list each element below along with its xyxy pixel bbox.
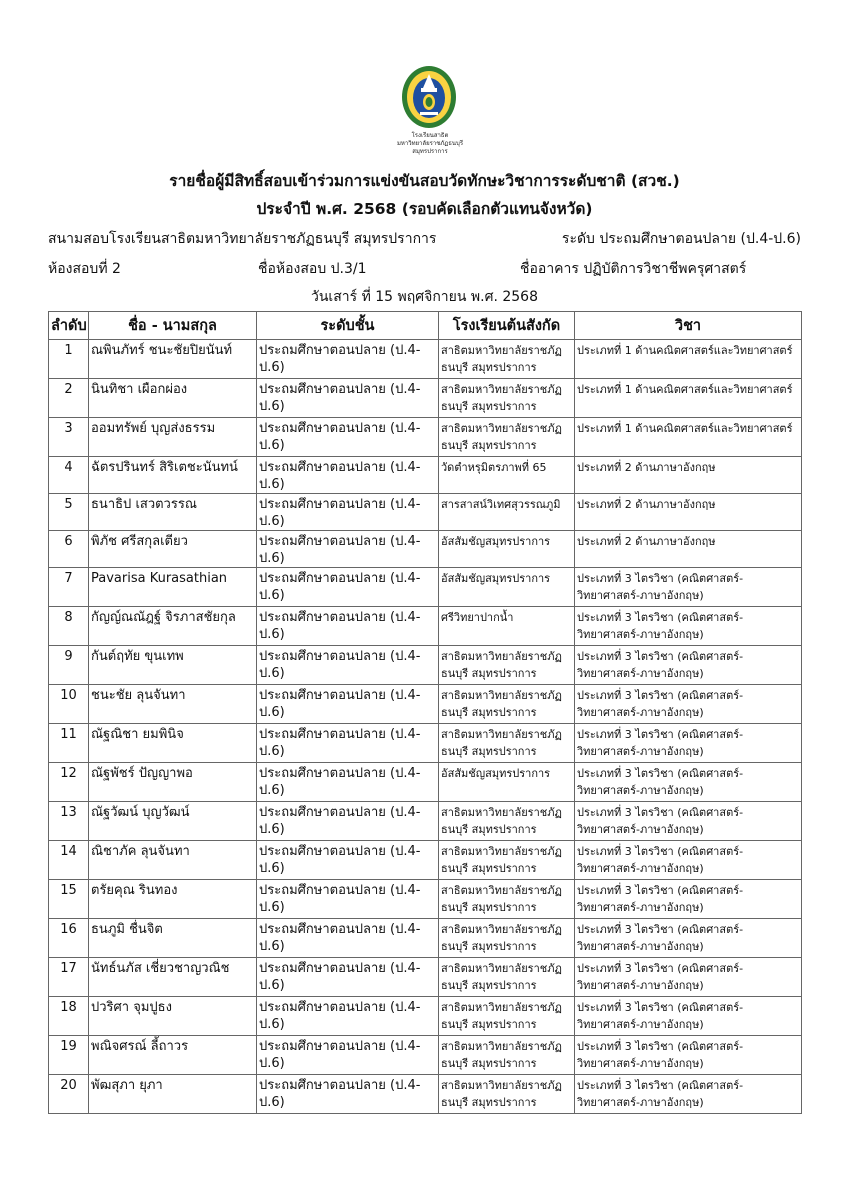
home-school: วัดตำหรุมิตรภาพที่ 65 (439, 457, 575, 494)
exam-subject: ประเภทที่ 1 ด้านคณิตศาสตร์และวิทยาศาสตร์ (575, 418, 802, 457)
exam-subject: ประเภทที่ 3 ไตรวิชา (คณิตศาสตร์-วิทยาศาสตร์-ภาษาอังกฤษ) (575, 724, 802, 763)
table-row (49, 418, 802, 457)
table-row (49, 802, 802, 841)
table-header-row (49, 312, 802, 340)
table-row (49, 763, 802, 802)
table-body (49, 340, 802, 1114)
school-logo (380, 62, 480, 162)
student-name: ธนาธิป เสวตวรรณ (89, 494, 257, 531)
grade-level: ประถมศึกษาตอนปลาย (ป.4-ป.6) (257, 919, 439, 958)
table-row (49, 340, 802, 379)
student-name: กันต์ฤทัย ขุนเทพ (89, 646, 257, 685)
home-school: ศรีวิทยาปากน้ำ (439, 607, 575, 646)
home-school: สาธิตมหาวิทยาลัยราชภัฏธนบุรี สมุทรปราการ (439, 685, 575, 724)
exam-subject: ประเภทที่ 3 ไตรวิชา (คณิตศาสตร์-วิทยาศาสตร์-ภาษาอังกฤษ) (575, 568, 802, 607)
student-name: ปวริศา จุมปูธง (89, 997, 257, 1036)
table-row (49, 531, 802, 568)
home-school: สาธิตมหาวิทยาลัยราชภัฏธนบุรี สมุทรปราการ (439, 880, 575, 919)
exam-subject: ประเภทที่ 3 ไตรวิชา (คณิตศาสตร์-วิทยาศาสตร์-ภาษาอังกฤษ) (575, 841, 802, 880)
row-number: 11 (49, 724, 89, 763)
grade-level: ประถมศึกษาตอนปลาย (ป.4-ป.6) (257, 607, 439, 646)
row-number: 8 (49, 607, 89, 646)
exam-subject: ประเภทที่ 3 ไตรวิชา (คณิตศาสตร์-วิทยาศาสตร์-ภาษาอังกฤษ) (575, 1075, 802, 1114)
grade-level: ประถมศึกษาตอนปลาย (ป.4-ป.6) (257, 685, 439, 724)
home-school: สาธิตมหาวิทยาลัยราชภัฏธนบุรี สมุทรปราการ (439, 418, 575, 457)
row-number: 7 (49, 568, 89, 607)
exam-subject: ประเภทที่ 3 ไตรวิชา (คณิตศาสตร์-วิทยาศาสตร์-ภาษาอังกฤษ) (575, 919, 802, 958)
student-name: ธนภูมิ ชื่นจิต (89, 919, 257, 958)
grade-level: ประถมศึกษาตอนปลาย (ป.4-ป.6) (257, 763, 439, 802)
student-name: ฉัตรปรินทร์ สิริเตชะนันทน์ (89, 457, 257, 494)
grade-level: ประถมศึกษาตอนปลาย (ป.4-ป.6) (257, 646, 439, 685)
row-number: 12 (49, 763, 89, 802)
exam-subject: ประเภทที่ 2 ด้านภาษาอังกฤษ (575, 494, 802, 531)
student-name: นัทธ์นภัส เชี่ยวชาญวณิช (89, 958, 257, 997)
logo-caption-line: มหาวิทยาลัยราชภัฏธนบุรี (396, 140, 464, 147)
table-row (49, 919, 802, 958)
education-level: ระดับ ประถมศึกษาตอนปลาย (ป.4-ป.6) (561, 231, 801, 247)
grade-level: ประถมศึกษาตอนปลาย (ป.4-ป.6) (257, 494, 439, 531)
table-row (49, 568, 802, 607)
row-number: 15 (49, 880, 89, 919)
logo-caption (380, 132, 480, 156)
row-number: 6 (49, 531, 89, 568)
grade-level: ประถมศึกษาตอนปลาย (ป.4-ป.6) (257, 997, 439, 1036)
student-name: Pavarisa Kurasathian (89, 568, 257, 607)
exam-subject: ประเภทที่ 3 ไตรวิชา (คณิตศาสตร์-วิทยาศาสตร์-ภาษาอังกฤษ) (575, 802, 802, 841)
table-row (49, 841, 802, 880)
student-name: ณัฐวัฒน์ บุญวัฒน์ (89, 802, 257, 841)
home-school: สาธิตมหาวิทยาลัยราชภัฏธนบุรี สมุทรปราการ (439, 379, 575, 418)
student-name: ชนะชัย ลุนจันทา (89, 685, 257, 724)
student-name: พณิจศรณ์ ลี้ถาวร (89, 1036, 257, 1075)
grade-level: ประถมศึกษาตอนปลาย (ป.4-ป.6) (257, 841, 439, 880)
exam-subject: ประเภทที่ 3 ไตรวิชา (คณิตศาสตร์-วิทยาศาสตร์-ภาษาอังกฤษ) (575, 997, 802, 1036)
logo-caption-line: สมุทรปราการ (412, 148, 448, 155)
exam-room-name: ชื่อห้องสอบ ป.3/1 (258, 261, 367, 277)
exam-subject: ประเภทที่ 3 ไตรวิชา (คณิตศาสตร์-วิทยาศาสตร์-ภาษาอังกฤษ) (575, 880, 802, 919)
grade-level: ประถมศึกษาตอนปลาย (ป.4-ป.6) (257, 1075, 439, 1114)
student-name: ออมทรัพย์ บุญส่งธรรม (89, 418, 257, 457)
row-number: 2 (49, 379, 89, 418)
exam-venue: สนามสอบโรงเรียนสาธิตมหาวิทยาลัยราชภัฏธนบุรี สมุทรปราการ (48, 231, 437, 247)
home-school: สาธิตมหาวิทยาลัยราชภัฏธนบุรี สมุทรปราการ (439, 997, 575, 1036)
home-school: อัสสัมชัญสมุทรปราการ (439, 531, 575, 568)
exam-subject: ประเภทที่ 3 ไตรวิชา (คณิตศาสตร์-วิทยาศาสตร์-ภาษาอังกฤษ) (575, 1036, 802, 1075)
row-number: 19 (49, 1036, 89, 1075)
exam-subject: ประเภทที่ 3 ไตรวิชา (คณิตศาสตร์-วิทยาศาสตร์-ภาษาอังกฤษ) (575, 763, 802, 802)
grade-level: ประถมศึกษาตอนปลาย (ป.4-ป.6) (257, 1036, 439, 1075)
table-row (49, 1075, 802, 1114)
exam-subject: ประเภทที่ 3 ไตรวิชา (คณิตศาสตร์-วิทยาศาสตร์-ภาษาอังกฤษ) (575, 607, 802, 646)
column-header-school: โรงเรียนต้นสังกัด (439, 312, 575, 340)
home-school: สาธิตมหาวิทยาลัยราชภัฏธนบุรี สมุทรปราการ (439, 724, 575, 763)
row-number: 3 (49, 418, 89, 457)
grade-level: ประถมศึกษาตอนปลาย (ป.4-ป.6) (257, 958, 439, 997)
document-subtitle: ประจำปี พ.ศ. 2568 (รอบคัดเลือกตัวแทนจังหวัด) (256, 200, 593, 218)
grade-level: ประถมศึกษาตอนปลาย (ป.4-ป.6) (257, 802, 439, 841)
column-header-level: ระดับชั้น (257, 312, 439, 340)
home-school: สาธิตมหาวิทยาลัยราชภัฏธนบุรี สมุทรปราการ (439, 841, 575, 880)
exam-subject: ประเภทที่ 3 ไตรวิชา (คณิตศาสตร์-วิทยาศาสตร์-ภาษาอังกฤษ) (575, 646, 802, 685)
home-school: อัสสัมชัญสมุทรปราการ (439, 763, 575, 802)
table-row (49, 997, 802, 1036)
table-row (49, 379, 802, 418)
table-row (49, 880, 802, 919)
student-name: กัญญ์ณณัฎฐ์ จิรภาสชัยกุล (89, 607, 257, 646)
home-school: สาธิตมหาวิทยาลัยราชภัฏธนบุรี สมุทรปราการ (439, 958, 575, 997)
home-school: สาธิตมหาวิทยาลัยราชภัฏธนบุรี สมุทรปราการ (439, 1036, 575, 1075)
home-school: อัสสัมชัญสมุทรปราการ (439, 568, 575, 607)
home-school: สาธิตมหาวิทยาลัยราชภัฏธนบุรี สมุทรปราการ (439, 340, 575, 379)
exam-subject: ประเภทที่ 1 ด้านคณิตศาสตร์และวิทยาศาสตร์ (575, 340, 802, 379)
row-number: 13 (49, 802, 89, 841)
row-number: 5 (49, 494, 89, 531)
home-school: สาธิตมหาวิทยาลัยราชภัฏธนบุรี สมุทรปราการ (439, 802, 575, 841)
logo-caption-line: โรงเรียนสาธิต (411, 132, 449, 139)
table-row (49, 457, 802, 494)
table-row (49, 685, 802, 724)
row-number: 18 (49, 997, 89, 1036)
student-name: ณิชาภัค ลุนจันทา (89, 841, 257, 880)
home-school: สารสาสน์วิเทศสุวรรณภูมิ (439, 494, 575, 531)
home-school: สาธิตมหาวิทยาลัยราชภัฏธนบุรี สมุทรปราการ (439, 919, 575, 958)
building-name: ชื่ออาคาร ปฏิบัติการวิชาชีพครุศาสตร์ (520, 261, 747, 277)
table-row (49, 494, 802, 531)
exam-subject: ประเภทที่ 3 ไตรวิชา (คณิตศาสตร์-วิทยาศาสตร์-ภาษาอังกฤษ) (575, 685, 802, 724)
table-row (49, 607, 802, 646)
student-name: พัฒสุภา ยุภา (89, 1075, 257, 1114)
grade-level: ประถมศึกษาตอนปลาย (ป.4-ป.6) (257, 724, 439, 763)
row-number: 10 (49, 685, 89, 724)
grade-level: ประถมศึกษาตอนปลาย (ป.4-ป.6) (257, 457, 439, 494)
exam-subject: ประเภทที่ 1 ด้านคณิตศาสตร์และวิทยาศาสตร์ (575, 379, 802, 418)
student-name: ณพินภัทร์ ชนะชัยปิยนันท์ (89, 340, 257, 379)
grade-level: ประถมศึกษาตอนปลาย (ป.4-ป.6) (257, 340, 439, 379)
row-number: 20 (49, 1075, 89, 1114)
candidate-table (48, 311, 802, 1114)
student-name: ณัฐณิชา ยมพินิจ (89, 724, 257, 763)
student-name: พิภัช ศรีสกุลเตียว (89, 531, 257, 568)
column-header-subject: วิชา (575, 312, 802, 340)
student-name: ตรัยคุณ รินทอง (89, 880, 257, 919)
exam-subject: ประเภทที่ 3 ไตรวิชา (คณิตศาสตร์-วิทยาศาสตร์-ภาษาอังกฤษ) (575, 958, 802, 997)
exam-date: วันเสาร์ ที่ 15 พฤศจิกายน พ.ศ. 2568 (311, 289, 538, 305)
table-row (49, 646, 802, 685)
grade-level: ประถมศึกษาตอนปลาย (ป.4-ป.6) (257, 880, 439, 919)
row-number: 16 (49, 919, 89, 958)
exam-room-number: ห้องสอบที่ 2 (48, 261, 121, 277)
student-name: ณัฐพัชร์ ปัญญาพอ (89, 763, 257, 802)
grade-level: ประถมศึกษาตอนปลาย (ป.4-ป.6) (257, 568, 439, 607)
exam-subject: ประเภทที่ 2 ด้านภาษาอังกฤษ (575, 531, 802, 568)
column-header-order: ลำดับ (49, 312, 89, 340)
home-school: สาธิตมหาวิทยาลัยราชภัฏธนบุรี สมุทรปราการ (439, 1075, 575, 1114)
document-title: รายชื่อผู้มีสิทธิ์สอบเข้าร่วมการแข่งขันสอบวัดทักษะวิชาการระดับชาติ (สวช.) (169, 172, 680, 190)
grade-level: ประถมศึกษาตอนปลาย (ป.4-ป.6) (257, 379, 439, 418)
row-number: 17 (49, 958, 89, 997)
row-number: 14 (49, 841, 89, 880)
table-row (49, 958, 802, 997)
row-number: 9 (49, 646, 89, 685)
column-header-name: ชื่อ - นามสกุล (89, 312, 257, 340)
row-number: 1 (49, 340, 89, 379)
exam-subject: ประเภทที่ 2 ด้านภาษาอังกฤษ (575, 457, 802, 494)
student-name: นินทิชา เผือกผ่อง (89, 379, 257, 418)
row-number: 4 (49, 457, 89, 494)
grade-level: ประถมศึกษาตอนปลาย (ป.4-ป.6) (257, 531, 439, 568)
home-school: สาธิตมหาวิทยาลัยราชภัฏธนบุรี สมุทรปราการ (439, 646, 575, 685)
table-row (49, 724, 802, 763)
grade-level: ประถมศึกษาตอนปลาย (ป.4-ป.6) (257, 418, 439, 457)
school-seal-icon (399, 64, 459, 134)
table-row (49, 1036, 802, 1075)
